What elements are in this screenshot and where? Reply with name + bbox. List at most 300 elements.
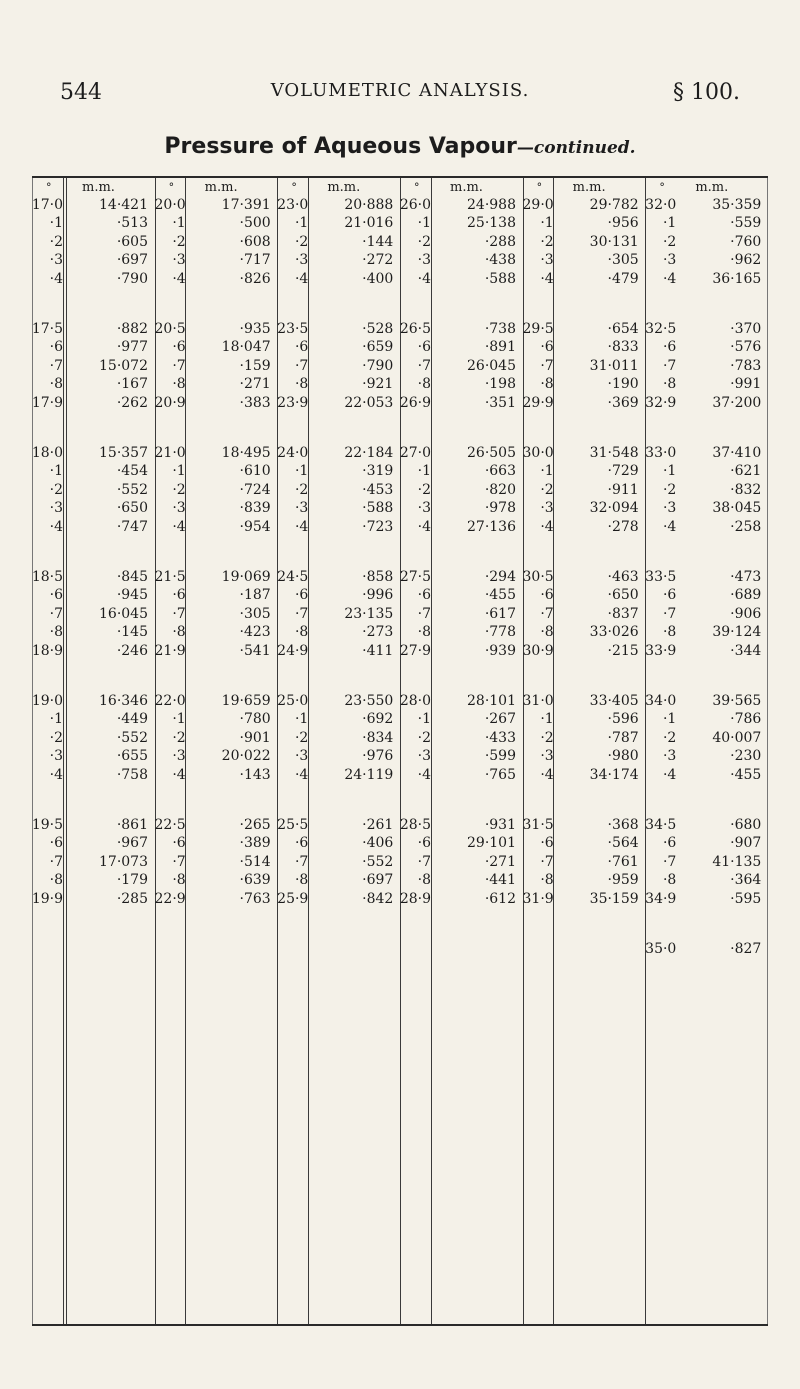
pressure-cell: ·271 <box>239 376 271 393</box>
temperature-cell: ·7 <box>172 853 186 870</box>
temperature-cell: ·2 <box>49 233 63 250</box>
pressure-cell: ·617 <box>484 605 516 622</box>
pressure-cell: 16·045 <box>99 605 148 622</box>
pressure-cell: 41·135 <box>712 853 762 870</box>
temperature-cell: ·7 <box>662 357 677 374</box>
pressure-cell: ·790 <box>362 357 394 374</box>
pressure-cell: ·411 <box>362 642 394 659</box>
pressure-cell: 20·022 <box>221 748 271 765</box>
pressure-cell: 19·659 <box>221 693 271 709</box>
pressure-cell: ·697 <box>116 252 148 269</box>
pressure-cell: ·441 <box>484 872 516 889</box>
temperature-cell: ·3 <box>172 252 186 269</box>
column-rule <box>400 178 401 1324</box>
temperature-cell: ·8 <box>540 872 554 889</box>
pressure-cell: 31·548 <box>589 445 639 461</box>
pressure-cell: ·145 <box>116 624 148 641</box>
column-rule <box>32 178 33 1324</box>
pressure-cell: ·368 <box>607 817 639 833</box>
pressure-cell: ·717 <box>239 252 271 269</box>
pressure-cell: ·959 <box>607 872 639 889</box>
temperature-cell: 27·0 <box>399 445 431 461</box>
pressure-cell: ·449 <box>116 711 148 728</box>
temperature-cell: ·1 <box>662 711 677 728</box>
pressure-cell: ·294 <box>484 569 516 585</box>
temperature-cell: ·2 <box>294 233 309 250</box>
pressure-cell: ·319 <box>362 463 394 480</box>
pressure-cell: ·954 <box>239 518 271 535</box>
temperature-cell: 29·0 <box>522 197 554 213</box>
pressure-cell: 38·045 <box>712 500 762 517</box>
temperature-cell: ·2 <box>417 233 431 250</box>
temperature-cell: ·8 <box>49 624 63 641</box>
pressure-cell: ·552 <box>116 729 148 746</box>
column-rule <box>277 178 278 1324</box>
pressure-cell: 33·026 <box>589 624 639 641</box>
pressure-cell: 19·069 <box>221 569 271 585</box>
pressure-cell: ·370 <box>730 321 762 337</box>
pressure-cell: ·758 <box>116 766 148 783</box>
temperature-cell: ·8 <box>662 624 677 641</box>
pressure-cell: ·692 <box>362 711 394 728</box>
pressure-cell: 27·136 <box>467 518 516 535</box>
temperature-cell: ·8 <box>540 376 554 393</box>
pressure-cell: ·729 <box>607 463 639 480</box>
temperature-cell: 29·9 <box>522 394 554 411</box>
temperature-cell: ·7 <box>662 853 677 870</box>
temperature-cell: ·4 <box>49 270 63 287</box>
temperature-cell: ·2 <box>540 233 554 250</box>
temperature-cell: 35·0 <box>645 941 677 957</box>
pressure-cell: ·167 <box>116 376 148 393</box>
temperature-cell: ·3 <box>417 748 431 765</box>
temperature-cell: 30·9 <box>522 642 554 659</box>
temperature-cell: 22·9 <box>154 890 186 907</box>
column-rule <box>767 178 768 1324</box>
pressure-cell: ·655 <box>116 748 148 765</box>
pressure-cell: 24·119 <box>344 766 394 783</box>
pressure-cell: ·996 <box>362 587 394 604</box>
pressure-cell: ·599 <box>484 748 516 765</box>
temperature-cell: ·8 <box>294 872 309 889</box>
temperature-cell: ·6 <box>417 835 431 852</box>
pressure-cell: 39·124 <box>712 624 762 641</box>
pressure-cell: 26·045 <box>467 357 516 374</box>
pressure-cell: 22·184 <box>344 445 394 461</box>
temperature-cell: ·3 <box>662 500 677 517</box>
temperature-cell: ·6 <box>294 835 309 852</box>
pressure-cell: ·423 <box>239 624 271 641</box>
temperature-cell: ·2 <box>172 481 186 498</box>
pressure-cell: 36·165 <box>712 270 762 287</box>
temperature-cell: ·4 <box>662 270 677 287</box>
pressure-cell: ·778 <box>484 624 516 641</box>
temperature-cell: 31·0 <box>522 693 554 709</box>
temperature-cell: ·3 <box>294 748 309 765</box>
temperature-cell: ·7 <box>172 605 186 622</box>
temperature-cell: ·1 <box>540 711 554 728</box>
pressure-cell: 16·346 <box>99 693 148 709</box>
temperature-cell: ·8 <box>49 872 63 889</box>
pressure-cell: ·967 <box>116 835 148 852</box>
temperature-cell: ·3 <box>49 252 63 269</box>
pressure-cell: ·596 <box>607 711 639 728</box>
pressure-cell: ·215 <box>607 642 639 659</box>
pressure-cell: ·500 <box>239 215 271 232</box>
column-rule <box>645 178 646 1324</box>
pressure-cell: 14·421 <box>99 197 148 213</box>
pressure-cell: ·621 <box>730 463 762 480</box>
pressure-cell: ·659 <box>362 339 394 356</box>
pressure-cell: ·991 <box>730 376 762 393</box>
pressure-cell: 30·131 <box>589 233 639 250</box>
temperature-cell: ·1 <box>172 711 186 728</box>
temperature-cell: ·1 <box>417 463 431 480</box>
temperature-cell: ·6 <box>49 339 63 356</box>
temperature-cell: ·4 <box>540 518 554 535</box>
temperature-cell: ·6 <box>662 835 677 852</box>
temperature-cell: 30·0 <box>522 445 554 461</box>
temperature-cell: ·7 <box>417 605 431 622</box>
pressure-cell: ·761 <box>607 853 639 870</box>
temperature-cell: ·2 <box>49 729 63 746</box>
temperature-cell: ·3 <box>172 748 186 765</box>
column-rule <box>66 178 67 1324</box>
temperature-cell: 21·0 <box>154 445 186 461</box>
temperature-cell: 17·9 <box>31 394 63 411</box>
pressure-cell: ·344 <box>730 642 762 659</box>
pressure-cell: ·882 <box>116 321 148 337</box>
temperature-cell: ·6 <box>172 339 186 356</box>
temperature-cell: ·2 <box>417 729 431 746</box>
temperature-cell: ·7 <box>49 605 63 622</box>
temperature-cell: ·3 <box>49 748 63 765</box>
pressure-cell: ·144 <box>362 233 394 250</box>
temperature-cell: ·7 <box>662 605 677 622</box>
pressure-cell: 26·505 <box>467 445 516 461</box>
pressure-cell: ·400 <box>362 270 394 287</box>
temperature-cell: ·3 <box>540 500 554 517</box>
temperature-cell: ·3 <box>417 500 431 517</box>
temperature-cell: ·3 <box>662 252 677 269</box>
pressure-cell: ·842 <box>362 890 394 907</box>
temperature-cell: 34·5 <box>645 817 677 833</box>
temperature-cell: 19·0 <box>31 693 63 709</box>
temperature-cell: 33·0 <box>645 445 677 461</box>
pressure-cell: 35·359 <box>712 197 762 213</box>
temperature-cell: 17·0 <box>31 197 63 213</box>
temperature-cell: ·4 <box>417 518 431 535</box>
pressure-cell: ·858 <box>362 569 394 585</box>
pressure-cell: ·473 <box>730 569 762 585</box>
temperature-cell: ·7 <box>172 357 186 374</box>
pressure-cell: ·143 <box>239 766 271 783</box>
table-title-suffix: —continued. <box>516 138 636 158</box>
pressure-cell: ·528 <box>362 321 394 337</box>
temperature-cell: ·7 <box>417 853 431 870</box>
temperature-cell: 24·5 <box>277 569 309 585</box>
temperature-cell: 28·0 <box>399 693 431 709</box>
pressure-cell: ·455 <box>730 766 762 783</box>
column-rule <box>155 178 156 1324</box>
pressure-cell: 18·495 <box>221 445 271 461</box>
pressure-cell: ·265 <box>239 817 271 833</box>
temperature-cell: ·1 <box>417 711 431 728</box>
pressure-cell: ·845 <box>116 569 148 585</box>
temperature-cell: 26·9 <box>399 394 431 411</box>
temperature-cell: ·6 <box>417 339 431 356</box>
pressure-cell: ·273 <box>362 624 394 641</box>
pressure-cell: 15·357 <box>99 445 148 461</box>
temperature-cell: ·3 <box>662 748 677 765</box>
degree-heading: ° <box>168 181 175 194</box>
temperature-cell: 31·9 <box>522 890 554 907</box>
pressure-cell: ·433 <box>484 729 516 746</box>
temperature-cell: 18·5 <box>31 569 63 585</box>
pressure-cell: ·278 <box>607 518 639 535</box>
pressure-cell: 20·888 <box>344 197 394 213</box>
temperature-cell: ·8 <box>172 376 186 393</box>
pressure-cell: ·305 <box>607 252 639 269</box>
temperature-cell: 21·9 <box>154 642 186 659</box>
temperature-cell: 27·9 <box>399 642 431 659</box>
pressure-cell: ·780 <box>239 711 271 728</box>
pressure-cell: ·230 <box>730 748 762 765</box>
pressure-cell: ·738 <box>484 321 516 337</box>
pressure-cell: ·639 <box>239 872 271 889</box>
temperature-cell: ·6 <box>172 835 186 852</box>
pressure-cell: ·783 <box>730 357 762 374</box>
temperature-cell: ·6 <box>172 587 186 604</box>
pressure-cell: ·454 <box>116 463 148 480</box>
temperature-cell: ·7 <box>49 357 63 374</box>
temperature-cell: 33·9 <box>645 642 677 659</box>
pressure-cell: ·187 <box>239 587 271 604</box>
temperature-cell: 17·5 <box>31 321 63 337</box>
pressure-cell: 21·016 <box>344 215 394 232</box>
temperature-cell: ·8 <box>662 376 677 393</box>
pressure-cell: ·765 <box>484 766 516 783</box>
pressure-cell: ·463 <box>607 569 639 585</box>
temperature-cell: ·4 <box>172 270 186 287</box>
temperature-cell: ·6 <box>294 339 309 356</box>
temperature-cell: 21·5 <box>154 569 186 585</box>
temperature-cell: ·8 <box>172 872 186 889</box>
pressure-cell: ·723 <box>362 518 394 535</box>
pressure-cell: ·612 <box>484 890 516 907</box>
pressure-cell: 28·101 <box>467 693 516 709</box>
temperature-cell: 33·5 <box>645 569 677 585</box>
pressure-cell: ·605 <box>116 233 148 250</box>
temperature-cell: 32·9 <box>645 394 677 411</box>
pressure-cell: ·956 <box>607 215 639 232</box>
pressure-cell: 29·101 <box>467 835 516 852</box>
temperature-cell: 18·9 <box>31 642 63 659</box>
pressure-cell: ·389 <box>239 835 271 852</box>
pressure-cell: ·901 <box>239 729 271 746</box>
pressure-cell: ·906 <box>730 605 762 622</box>
pressure-cell: ·663 <box>484 463 516 480</box>
temperature-cell: ·1 <box>662 215 677 232</box>
vapour-pressure-table <box>32 176 768 1326</box>
temperature-cell: ·3 <box>172 500 186 517</box>
unit-heading: m.m. <box>327 180 361 195</box>
pressure-cell: 39·565 <box>712 693 762 709</box>
temperature-cell: ·8 <box>49 376 63 393</box>
pressure-cell: ·179 <box>116 872 148 889</box>
temperature-cell: ·6 <box>662 587 677 604</box>
temperature-cell: ·4 <box>49 766 63 783</box>
temperature-cell: 25·5 <box>277 817 309 833</box>
pressure-cell: 37·410 <box>712 445 762 461</box>
temperature-cell: ·1 <box>49 711 63 728</box>
pressure-cell: ·288 <box>484 233 516 250</box>
temperature-cell: ·3 <box>49 500 63 517</box>
pressure-cell: ·839 <box>239 500 271 517</box>
temperature-cell: ·2 <box>172 729 186 746</box>
pressure-cell: 40·007 <box>712 729 762 746</box>
temperature-cell: 28·5 <box>399 817 431 833</box>
temperature-cell: 19·5 <box>31 817 63 833</box>
pressure-cell: 15·072 <box>99 357 148 374</box>
pressure-cell: ·962 <box>730 252 762 269</box>
pressure-cell: ·834 <box>362 729 394 746</box>
pressure-cell: ·911 <box>607 481 639 498</box>
temperature-cell: ·8 <box>662 872 677 889</box>
temperature-cell: ·8 <box>540 624 554 641</box>
temperature-cell: 20·0 <box>154 197 186 213</box>
unit-heading: m.m. <box>204 180 238 195</box>
temperature-cell: ·4 <box>294 270 309 287</box>
temperature-cell: ·8 <box>417 872 431 889</box>
temperature-cell: 32·0 <box>645 197 677 213</box>
temperature-cell: ·2 <box>294 481 309 498</box>
temperature-cell: ·4 <box>294 766 309 783</box>
pressure-cell: ·654 <box>607 321 639 337</box>
temperature-cell: 22·5 <box>154 817 186 833</box>
pressure-cell: ·945 <box>116 587 148 604</box>
pressure-cell: ·837 <box>607 605 639 622</box>
pressure-cell: ·541 <box>239 642 271 659</box>
temperature-cell: ·1 <box>294 463 309 480</box>
pressure-cell: 22·053 <box>344 394 394 411</box>
running-title: VOLUMETRIC ANALYSIS. <box>270 80 530 101</box>
temperature-cell: ·3 <box>417 252 431 269</box>
temperature-cell: 30·5 <box>522 569 554 585</box>
pressure-cell: 18·047 <box>221 339 271 356</box>
temperature-cell: ·4 <box>540 766 554 783</box>
temperature-cell: ·3 <box>294 252 309 269</box>
temperature-cell: ·4 <box>172 766 186 783</box>
pressure-cell: ·198 <box>484 376 516 393</box>
pressure-cell: ·258 <box>730 518 762 535</box>
page-number: 544 <box>60 80 102 105</box>
unit-heading: m.m. <box>450 180 483 195</box>
temperature-cell: ·1 <box>662 463 677 480</box>
temperature-cell: ·6 <box>294 587 309 604</box>
temperature-cell: ·1 <box>172 215 186 232</box>
temperature-cell: ·3 <box>540 748 554 765</box>
pressure-cell: ·833 <box>607 339 639 356</box>
pressure-cell: ·978 <box>484 500 516 517</box>
pressure-cell: ·455 <box>484 587 516 604</box>
temperature-cell: 23·9 <box>277 394 309 411</box>
pressure-cell: ·697 <box>362 872 394 889</box>
temperature-cell: ·6 <box>49 835 63 852</box>
pressure-cell: ·747 <box>116 518 148 535</box>
pressure-cell: ·285 <box>116 890 148 907</box>
temperature-cell: ·6 <box>540 339 554 356</box>
temperature-cell: ·2 <box>294 729 309 746</box>
temperature-cell: ·7 <box>294 357 309 374</box>
pressure-cell: 23·550 <box>344 693 394 709</box>
degree-heading: ° <box>536 181 543 194</box>
temperature-cell: ·1 <box>540 215 554 232</box>
temperature-cell: ·8 <box>172 624 186 641</box>
temperature-cell: 25·0 <box>277 693 309 709</box>
temperature-cell: 23·5 <box>277 321 309 337</box>
page-header <box>60 80 740 114</box>
temperature-cell: ·8 <box>294 376 309 393</box>
temperature-cell: ·4 <box>294 518 309 535</box>
pressure-cell: ·827 <box>730 941 762 957</box>
table-title <box>0 134 800 159</box>
temperature-cell: ·2 <box>49 481 63 498</box>
temperature-cell: 31·5 <box>522 817 554 833</box>
pressure-cell: ·790 <box>116 270 148 287</box>
temperature-cell: 20·9 <box>154 394 186 411</box>
pressure-cell: 17·073 <box>99 853 148 870</box>
pressure-cell: ·383 <box>239 394 271 411</box>
pressure-cell: 31·011 <box>589 357 639 374</box>
pressure-cell: ·159 <box>239 357 271 374</box>
temperature-cell: 25·9 <box>277 890 309 907</box>
pressure-cell: ·438 <box>484 252 516 269</box>
pressure-cell: 33·405 <box>589 693 639 709</box>
pressure-cell: ·588 <box>484 270 516 287</box>
temperature-cell: 26·5 <box>399 321 431 337</box>
pressure-cell: ·576 <box>730 339 762 356</box>
pressure-cell: ·351 <box>484 394 516 411</box>
temperature-cell: 34·9 <box>645 890 677 907</box>
pressure-cell: 35·159 <box>589 890 639 907</box>
temperature-cell: ·7 <box>540 605 554 622</box>
temperature-cell: ·1 <box>417 215 431 232</box>
temperature-cell: ·4 <box>49 518 63 535</box>
unit-heading: m.m. <box>572 180 606 195</box>
pressure-cell: 25·138 <box>467 215 516 232</box>
temperature-cell: ·8 <box>294 624 309 641</box>
column-rule <box>523 178 524 1324</box>
pressure-cell: ·514 <box>239 853 271 870</box>
temperature-cell: ·2 <box>172 233 186 250</box>
pressure-cell: ·786 <box>730 711 762 728</box>
pressure-cell: ·453 <box>362 481 394 498</box>
temperature-cell: 24·0 <box>277 445 309 461</box>
pressure-cell: ·935 <box>239 321 271 337</box>
temperature-cell: ·1 <box>294 215 309 232</box>
pressure-cell: ·588 <box>362 500 394 517</box>
table-title-main: Pressure of Aqueous Vapour <box>164 134 517 159</box>
temperature-cell: ·7 <box>540 357 554 374</box>
temperature-cell: ·1 <box>49 463 63 480</box>
temperature-cell: ·7 <box>294 605 309 622</box>
temperature-cell: ·6 <box>540 835 554 852</box>
temperature-cell: 23·0 <box>277 197 309 213</box>
pressure-cell: ·406 <box>362 835 394 852</box>
pressure-cell: ·976 <box>362 748 394 765</box>
pressure-cell: ·787 <box>607 729 639 746</box>
